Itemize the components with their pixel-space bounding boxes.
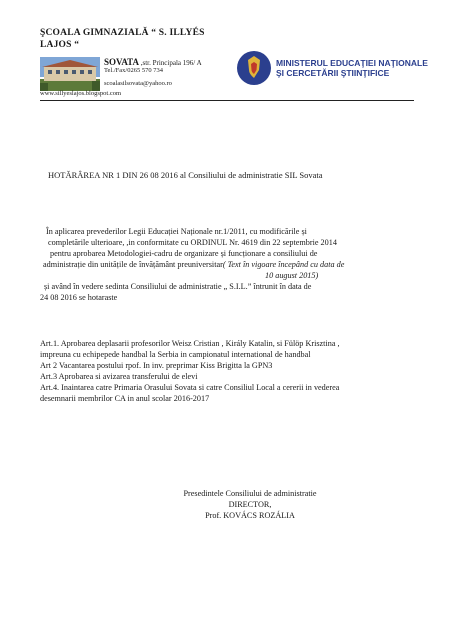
- document-title: HOTĂRÂREA NR 1 DIN 26 08 2016 al Consiliului de administratie SIL Sovata: [48, 170, 323, 180]
- header-divider: [40, 100, 414, 101]
- signature-name: Prof. KOVÁCS ROZÁLIA: [205, 511, 295, 520]
- ministry-name: [276, 58, 428, 78]
- intro-italic-note: 10 august 2015): [265, 271, 319, 280]
- intro-line: pentru aprobarea Metodologiei-cadru de organizare și funcționare a consiliului de: [50, 249, 318, 258]
- document-intro: [40, 226, 414, 303]
- intro-line: completările ulterioare, ,in conformitate cu ORDINUL Nr. 4619 din 22 septembrie 2014: [48, 238, 337, 247]
- school-address: [104, 57, 202, 67]
- address-street: ,str. Principala 196/ A: [139, 59, 202, 67]
- intro-line: și având în vedere sedinta Consiliului de administratie „ S.I.L.” întrunit în data de: [44, 282, 312, 291]
- article-line: Art.4. Inaintarea catre Primaria Orasului Sovata si catre Consiliul Local a cererii in vederea: [40, 383, 340, 392]
- article-line: impreuna cu echipepede handbal la Serbia in campionatul international de handbal: [40, 350, 311, 359]
- school-name-line2: LAJOS “: [40, 40, 80, 50]
- article-line: Art.3 Aprobarea si avizarea transferului de elevi: [40, 372, 198, 381]
- signature-block: [100, 488, 400, 521]
- ministry-line1: MINISTERUL EDUCAŢIEI NAŢIONALE: [276, 58, 428, 68]
- article-line: Art 2 Vacantarea postului rpof. In inv. preprimar Kiss Brigitta la GPN3: [40, 361, 273, 370]
- article-line: desemnarii membrilor CA in anul scolar 2016-2017: [40, 394, 210, 403]
- address-city: SOVATA: [104, 57, 140, 67]
- intro-line: 24 08 2016 se hotaraste: [40, 293, 118, 302]
- article-line: Art.1. Aprobarea deplasarii profesorilor Weisz Cristian , Király Katalin, si Fülöp Krisztina ,: [40, 339, 340, 348]
- school-phone: Tel./Fax/0265 570 734: [104, 67, 163, 74]
- ministry-line2: ŞI CERCETĂRII ŞTIINŢIFICE: [276, 68, 390, 78]
- signature-role: DIRECTOR,: [228, 500, 272, 509]
- intro-italic-note: ( Text în vigoare începând cu data de: [222, 260, 345, 269]
- romania-coat-of-arms-icon: [236, 50, 272, 86]
- school-name: [40, 27, 230, 51]
- signature-title: Presedintele Consiliului de administratie: [183, 489, 317, 498]
- decision-articles: [40, 338, 420, 404]
- intro-line: În aplicarea prevederilor Legii Educației Naționale nr.1/2011, cu modificările și: [46, 227, 307, 236]
- intro-line: administrație din unitățile de învățământ preuniversitar: [43, 260, 223, 269]
- school-blog: www.sillyeslajos.blogspot.com: [40, 90, 122, 97]
- school-email: scoalasilsovata@yahoo.ro: [104, 80, 172, 87]
- school-building-photo: [40, 57, 100, 91]
- school-name-line1: ŞCOALA GIMNAZIALĂ “ S. ILLYÉS: [40, 28, 205, 38]
